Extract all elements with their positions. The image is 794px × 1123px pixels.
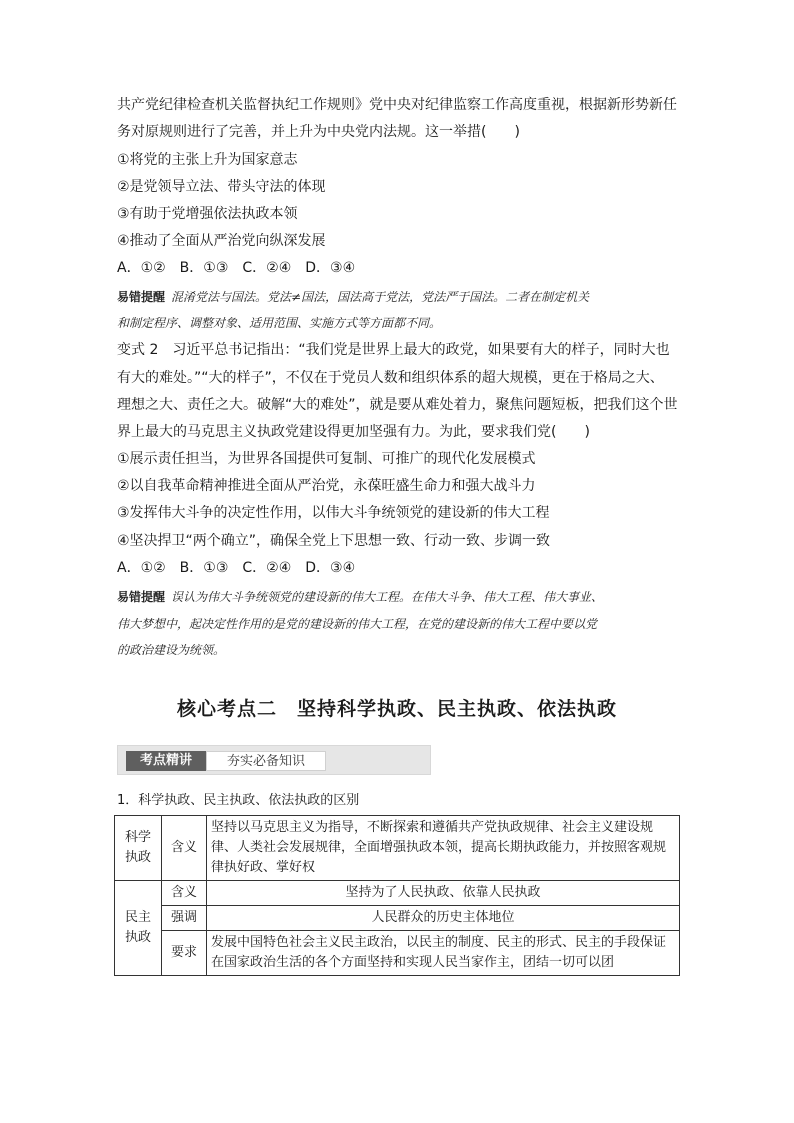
question1-option-2: ②是党领导立法、带头守法的体现 — [117, 179, 326, 195]
question2-tip-line-3 — [117, 642, 225, 658]
question1-tip-line-2 — [117, 315, 441, 331]
question1-line-1: 共产党纪律检查机关监督执纪工作规则》党中央对纪律监察工作高度重视，根据新形势新任 — [117, 97, 677, 113]
question1-option-4: ④推动了全面从严治党向纵深发展 — [117, 233, 326, 249]
row-sublabel: 要求 — [162, 931, 207, 976]
question1-option-1: ①将党的主张上升为国家意志 — [117, 152, 298, 168]
row-text: 人民群众的历史主体地位 — [207, 906, 680, 931]
question2-choices: A．①② B．①③ C．②④ D．③④ — [117, 560, 356, 576]
row-text: 发展中国特色社会主义民主政治，以民主的制度、民主的形式、民主的手段保证在国家政治生活的各个方面坚持和实现人民当家作主，团结一切可以团 — [207, 931, 680, 976]
question2-tip-line-2 — [117, 616, 597, 632]
question2-line-2: 有大的难处。”“大的样子”，不仅在于党员人数和组织体系的超大规模，更在于格局之大、 — [117, 370, 664, 386]
table-row — [115, 881, 680, 906]
tip-text: 的政治建设为统领。 — [117, 643, 226, 657]
table-row — [115, 816, 680, 881]
banner-light-label: 夯实必备知识 — [206, 751, 326, 771]
topic-banner — [117, 745, 431, 775]
question2-tip-line-1 — [117, 589, 603, 605]
row-label-science: 科学执政 — [115, 816, 162, 881]
question1-tip-line-1 — [117, 289, 589, 305]
tip-text: 混淆党法与国法。党法≠国法，国法高于党法，党法严于国法。二者在制定机关 — [171, 290, 590, 304]
tip-label: 易错提醒 — [117, 590, 166, 604]
table-row — [115, 906, 680, 931]
section-heading: 核心考点二 坚持科学执政、民主执政、依法执政 — [176, 698, 617, 720]
row-text: 坚持以马克思主义为指导，不断探索和遵循共产党执政规律、社会主义建设规律、人类社会发展规律，全面增强执政本领，提高长期执政能力，并按照客观规律执好政、掌好权 — [207, 816, 680, 881]
question2-line-3: 理想之大、责任之大。破解“大的难处”，就是要从难处着力，聚焦问题短板，把我们这个世 — [117, 397, 678, 413]
question1-line-2: 务对原规则进行了完善，并上升为中央党内法规。这一举措( ) — [117, 124, 520, 140]
row-label-democracy: 民主执政 — [115, 881, 162, 976]
table-row — [115, 931, 680, 976]
tip-text: 伟大梦想中，起决定性作用的是党的建设新的伟大工程，在党的建设新的伟大工程中要以党 — [117, 617, 598, 631]
row-sublabel: 含义 — [162, 881, 207, 906]
banner-dark-label: 考点精讲 — [126, 751, 206, 771]
comparison-table — [114, 815, 680, 976]
question1-option-3: ③有助于党增强依法执政本领 — [117, 206, 298, 222]
tip-label: 易错提醒 — [117, 290, 166, 304]
question2-option-1: ①展示责任担当，为世界各国提供可复制、可推广的现代化发展模式 — [117, 451, 536, 467]
row-sublabel: 强调 — [162, 906, 207, 931]
row-text: 坚持为了人民执政、依靠人民执政 — [207, 881, 680, 906]
tip-text: 误认为伟大斗争统领党的建设新的伟大工程。在伟大斗争、伟大工程、伟大事业、 — [171, 590, 604, 604]
question1-choices: A．①② B．①③ C．②④ D．③④ — [117, 260, 356, 276]
tip-text: 和制定程序、调整对象、适用范围、实施方式等方面都不同。 — [117, 316, 442, 330]
table-subtitle: 1．科学执政、民主执政、依法执政的区别 — [117, 793, 360, 808]
question2-line-4: 界上最大的马克思主义执政党建设得更加坚强有力。为此，要求我们党( ) — [117, 424, 590, 440]
question2-option-4: ④坚决捍卫“两个确立”，确保全党上下思想一致、行动一致、步调一致 — [117, 533, 551, 549]
question2-line-1: 变式 2 习近平总书记指出：“我们党是世界上最大的政党，如果要有大的样子，同时大也 — [117, 342, 670, 358]
question2-option-2: ②以自我革命精神推进全面从严治党，永葆旺盛生命力和强大战斗力 — [117, 478, 536, 494]
row-sublabel: 含义 — [162, 816, 207, 881]
question2-option-3: ③发挥伟大斗争的决定性作用，以伟大斗争统领党的建设新的伟大工程 — [117, 505, 550, 521]
